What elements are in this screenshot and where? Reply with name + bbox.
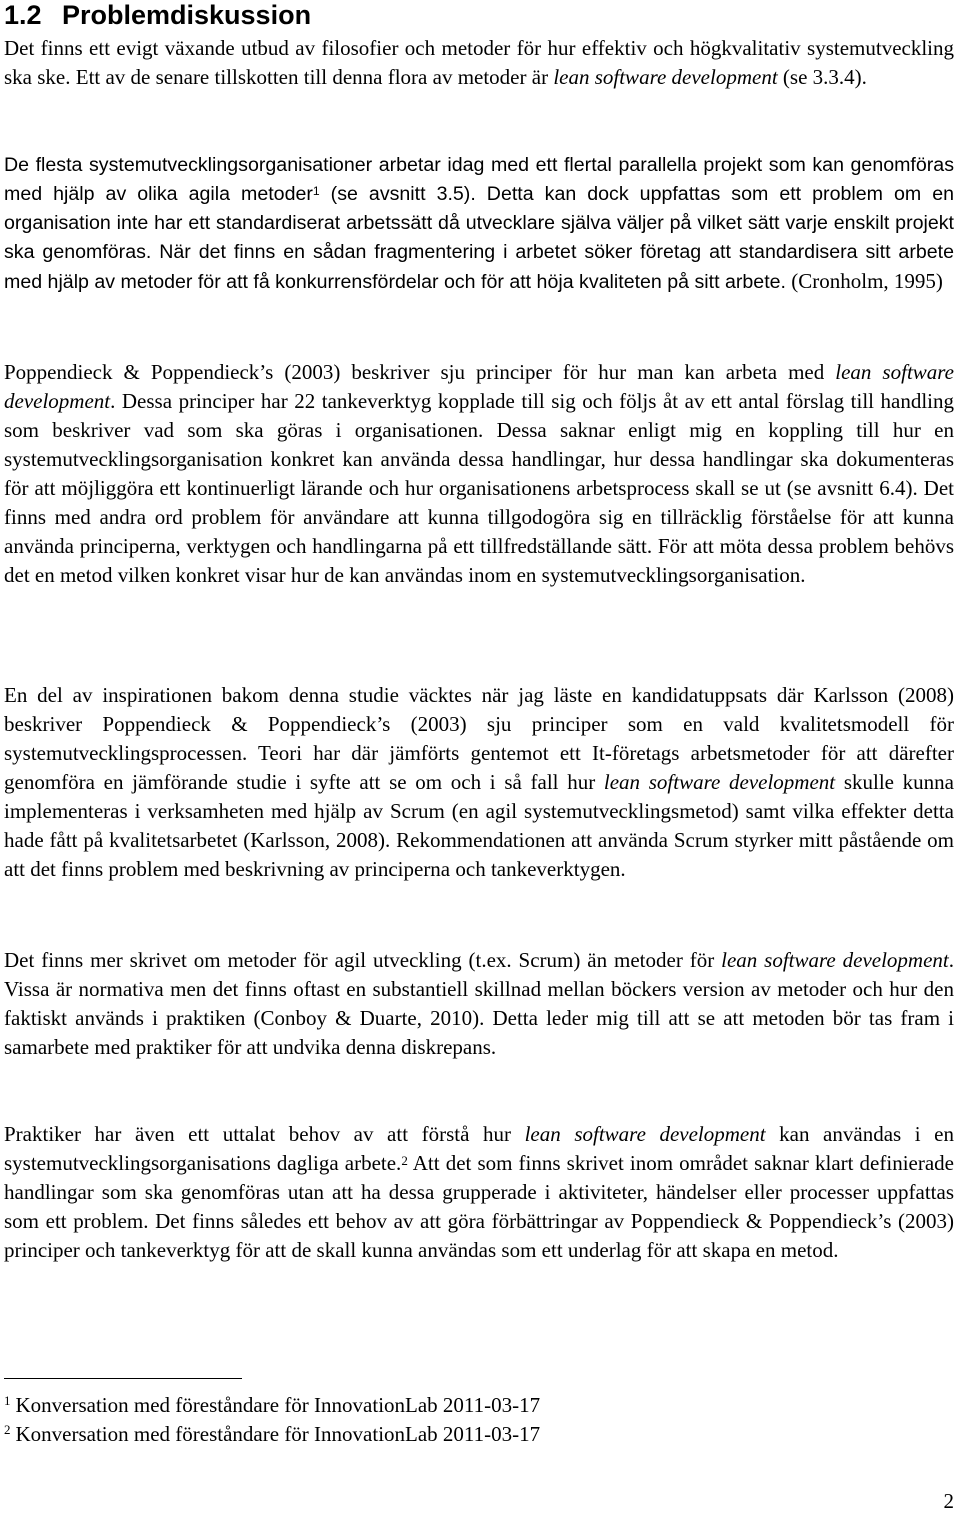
paragraph-agile (4, 946, 954, 1062)
italic-term: lean software development (721, 948, 949, 972)
paragraph-inspiration (4, 681, 954, 884)
section-number: 1.2 (4, 0, 42, 30)
paragraph-practitioners (4, 1120, 954, 1265)
footnote-text: Konversation med föreståndare för InnovationLab 2011-03-17 (15, 1422, 541, 1446)
paragraph-text: (se avsnitt 3.5). (319, 183, 487, 205)
paragraph-text: skulle kunna implementeras i verksamheten med hjälp av Scrum (en agil systemutvecklingsmetod) samt vilka effekter detta hade fått på kvalitetsarbetet (Karlsson, 2008). Rekommendationen att använda Scrum styrker mitt påstående om att det finns problem med beskrivning av principerna och tankeverktygen. (4, 770, 954, 881)
footnote-1 (4, 1391, 540, 1419)
paragraph-projects (4, 151, 954, 297)
paragraph-principles (4, 358, 954, 590)
paragraph-text: . Dessa principer har 22 tankeverktyg kopplade till sig och följs åt av ett antal förslag till handling som beskriver vad som ska göras i organisationen. Dessa saknar enligt mig en koppling till hur en systemutvecklingsorganisation konkret kan använda dessa handlingar, hur dessa handlingar ska dokumenteras för att möjliggöra ett kontinuerligt lärande och hur organisationens arbetsprocess skall se ut (se avsnitt 6.4). Det finns med andra ord problem för användare att kunna tillgodogöra sig en tillräcklig förståelse för att kunna använda principerna, verktygen och handlingarna på ett tillfredställande sätt. För att möta dessa problem behövs det en metod vilken konkret visar hur de kan användas inom en systemutvecklingsorganisation. (4, 389, 954, 587)
footnote-2 (4, 1420, 540, 1448)
paragraph-text: Poppendieck & Poppendieck’s (2003) beskriver sju principer för hur man kan arbeta med (4, 360, 836, 384)
paragraph-text: . Vissa är normativa men det finns oftast en substantiell skillnad mellan böckers version av metoder och hur den faktiskt används i praktiken (Conboy & Duarte, 2010). Detta leder mig till att se att metoden bör tas fram i samarbete med praktiker för att undvika denna diskrepans. (4, 948, 954, 1059)
paragraph-text: De flesta systemutvecklingsorganisationer arbetar idag med ett flertal parallella projekt som kan genomföras med hjälp av olika agila metoder (4, 154, 954, 205)
paragraph-text: Det finns ett evigt växande utbud av filosofier och metoder för hur effektiv och högkvalitativ systemutveckling ska ske. Ett av de senare tillskotten till denna flora av metoder är (4, 36, 954, 89)
footnote-ref-1[interactable]: 1 (312, 184, 320, 198)
italic-term: lean software development (603, 770, 836, 794)
italic-term: lean software development (4, 360, 954, 413)
italic-term: lean software development (524, 1122, 766, 1146)
citation: (Cronholm, 1995) (786, 269, 943, 293)
section-heading (4, 0, 954, 30)
paragraph-intro (4, 34, 954, 92)
footnote-ref-2[interactable]: 2 (401, 1153, 408, 1168)
footnote-text: Konversation med föreståndare för InnovationLab 2011-03-17 (15, 1393, 541, 1417)
page-number: 2 (943, 1489, 954, 1513)
paragraph-text: kan användas i en systemutvecklingsorganisations dagliga arbete. (4, 1122, 954, 1175)
paragraph-text: (se 3.3.4). (777, 65, 867, 89)
paragraph-text: Att det som finns skrivet inom området saknar klart definierade handlingar som ska genomföras utan att ha dessa grupperade i aktiviteter, händelser eller processer uppfattas som ett problem. Det finns således ett behov av att göra förbättringar av Poppendieck & Poppendieck’s (2003) principer och tankeverktyg för att de skall kunna användas som ett underlag för att skapa en metod. (4, 1151, 954, 1262)
paragraph-text: En del av inspirationen bakom denna studie väcktes när jag läste en kandidatuppsats där Karlsson (2008) beskriver Poppendieck & Poppendieck’s (2003) sju principer som en vald kvalitetsmodell för systemutvecklingsprocessen. Teori har där jämförts gentemot ett It-företags arbetsmetoder för att därefter genomföra en jämförande studie i syfte att se om och i så fall hur (4, 683, 954, 794)
paragraph-text: Praktiker har även ett uttalat behov av att förstå hur (4, 1122, 525, 1146)
paragraph-text: Det finns mer skrivet om metoder för agil utveckling (t.ex. Scrum) än metoder för (4, 948, 722, 972)
footnote-mark: 1 (4, 1393, 11, 1408)
footnote-mark: 2 (4, 1422, 11, 1437)
section-title: Problemdiskussion (62, 0, 312, 30)
paragraph-text: Detta kan dock uppfattas som ett problem om en organisation inte har ett standardiserat arbetssätt då utvecklare själva väljer på vilket sätt varje enskilt projekt ska genomföras. När det finns en sådan fragmentering i arbetet söker företag att standardisera sitt arbete med hjälp av metoder för att få konkurrensfördelar och för att höja kvaliteten på sitt arbete. (4, 183, 954, 293)
italic-term: lean software development (553, 65, 778, 89)
footnote-divider (4, 1378, 242, 1379)
